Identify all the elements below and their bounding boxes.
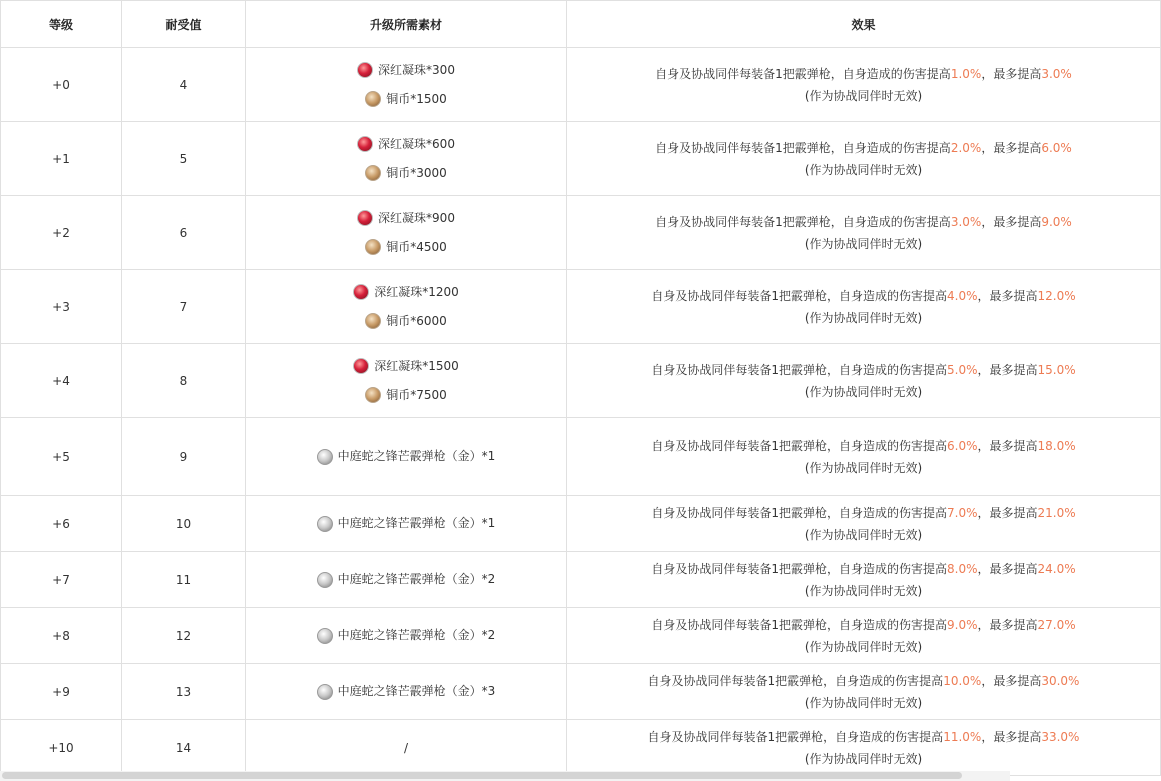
effect-max-value: 24.0%	[1037, 561, 1076, 576]
level-cell: +8	[1, 608, 122, 664]
effect-text	[567, 133, 1160, 185]
crimson-orb-icon	[353, 284, 369, 300]
effect-max-value: 12.0%	[1037, 288, 1076, 303]
effect-text	[567, 722, 1160, 774]
table-row	[1, 720, 1161, 776]
table-row	[1, 48, 1161, 122]
effect-note: (作为协战同伴时无效)	[804, 527, 923, 542]
effect-cell	[567, 552, 1161, 608]
material-label: 中庭蛇之锋芒霰弹枪（金）*1	[337, 449, 496, 463]
effect-text	[567, 281, 1160, 333]
material-label: 深红凝珠*600	[378, 136, 455, 151]
material-item	[246, 565, 566, 594]
level-cell: +0	[1, 48, 122, 122]
level-cell: +9	[1, 664, 122, 720]
table-row	[1, 664, 1161, 720]
effect-cell	[567, 122, 1161, 196]
copper-coin-icon	[365, 313, 381, 329]
effect-desc: 自身及协战同伴每装备1把霰弹枪，自身造成的伤害提高	[651, 617, 947, 632]
crimson-orb-icon	[357, 136, 373, 152]
materials-cell	[246, 418, 567, 496]
material-item	[246, 85, 566, 114]
scrollbar-thumb[interactable]	[2, 772, 962, 779]
material-item	[246, 352, 566, 381]
effect-desc: 自身及协战同伴每装备1把霰弹枪，自身造成的伤害提高	[655, 140, 951, 155]
horizontal-scrollbar[interactable]	[0, 771, 1010, 781]
effect-max-label: ，最多提高	[981, 140, 1042, 155]
crimson-orb-icon	[357, 62, 373, 78]
table-row	[1, 608, 1161, 664]
header-tolerance: 耐受值	[122, 1, 246, 48]
effect-percent: 7.0%	[947, 505, 978, 520]
material-label: 铜币*4500	[386, 239, 447, 254]
copper-coin-icon	[365, 239, 381, 255]
effect-max-label: ，最多提高	[981, 729, 1042, 744]
materials-cell	[246, 344, 567, 418]
material-item	[246, 381, 566, 410]
tolerance-cell: 6	[122, 196, 246, 270]
effect-max-label: ，最多提高	[981, 673, 1042, 688]
effect-max-label: ，最多提高	[977, 288, 1038, 303]
effect-percent: 8.0%	[947, 561, 978, 576]
shotgun-gold-icon	[317, 449, 333, 465]
effect-percent: 11.0%	[943, 729, 982, 744]
table-row	[1, 496, 1161, 552]
effect-cell	[567, 196, 1161, 270]
effect-max-value: 3.0%	[1041, 66, 1072, 81]
level-cell: +2	[1, 196, 122, 270]
materials-cell	[246, 608, 567, 664]
level-cell: +6	[1, 496, 122, 552]
shotgun-gold-icon	[317, 684, 333, 700]
copper-coin-icon	[365, 91, 381, 107]
effect-note: (作为协战同伴时无效)	[804, 162, 923, 177]
effect-percent: 5.0%	[947, 362, 978, 377]
effect-percent: 3.0%	[950, 214, 982, 229]
effect-desc: 自身及协战同伴每装备1把霰弹枪，自身造成的伤害提高	[651, 438, 947, 453]
material-label: 深红凝珠*1500	[374, 358, 459, 373]
effect-text	[567, 207, 1160, 259]
copper-coin-icon	[365, 387, 381, 403]
tolerance-cell: 9	[122, 418, 246, 496]
effect-note: (作为协战同伴时无效)	[804, 639, 923, 654]
effect-percent: 6.0%	[947, 438, 978, 453]
effect-cell	[567, 418, 1161, 496]
table-row	[1, 270, 1161, 344]
effect-max-label: ，最多提高	[977, 438, 1038, 453]
effect-cell	[567, 664, 1161, 720]
effect-desc: 自身及协战同伴每装备1把霰弹枪，自身造成的伤害提高	[655, 66, 951, 81]
effect-desc: 自身及协战同伴每装备1把霰弹枪，自身造成的伤害提高	[651, 561, 947, 576]
tolerance-cell: 12	[122, 608, 246, 664]
materials-cell	[246, 552, 567, 608]
table-row	[1, 122, 1161, 196]
material-item	[246, 442, 566, 471]
material-label: 中庭蛇之锋芒霰弹枪（金）*2	[337, 572, 496, 586]
effect-max-value: 6.0%	[1041, 140, 1072, 155]
level-cell: +1	[1, 122, 122, 196]
effect-note: (作为协战同伴时无效)	[804, 88, 923, 103]
tolerance-cell: 5	[122, 122, 246, 196]
material-item	[246, 159, 566, 188]
materials-cell	[246, 720, 567, 776]
effect-cell	[567, 608, 1161, 664]
effect-percent: 4.0%	[947, 288, 978, 303]
header-effect: 效果	[567, 1, 1161, 48]
effect-note: (作为协战同伴时无效)	[804, 236, 923, 251]
material-item	[246, 677, 566, 706]
table-row	[1, 196, 1161, 270]
tolerance-cell: 14	[122, 720, 246, 776]
materials-cell	[246, 48, 567, 122]
material-label: 中庭蛇之锋芒霰弹枪（金）*1	[337, 516, 496, 530]
material-label: 铜币*1500	[386, 91, 447, 106]
table-header-row	[1, 1, 1161, 48]
table-row	[1, 418, 1161, 496]
level-cell: +3	[1, 270, 122, 344]
effect-max-value: 33.0%	[1041, 729, 1080, 744]
materials-cell	[246, 270, 567, 344]
effect-desc: 自身及协战同伴每装备1把霰弹枪，自身造成的伤害提高	[647, 673, 944, 688]
shotgun-gold-icon	[317, 572, 333, 588]
material-item	[246, 278, 566, 307]
effect-text	[567, 610, 1160, 662]
materials-cell	[246, 196, 567, 270]
effect-max-label: ，最多提高	[977, 505, 1038, 520]
effect-max-value: 21.0%	[1037, 505, 1076, 520]
effect-max-value: 30.0%	[1041, 673, 1080, 688]
materials-cell	[246, 664, 567, 720]
effect-text	[567, 355, 1160, 407]
table-row	[1, 344, 1161, 418]
tolerance-cell: 4	[122, 48, 246, 122]
header-level: 等级	[1, 1, 122, 48]
effect-max-value: 15.0%	[1037, 362, 1076, 377]
table-row	[1, 552, 1161, 608]
material-item	[246, 509, 566, 538]
level-cell: +7	[1, 552, 122, 608]
material-label: 中庭蛇之锋芒霰弹枪（金）*3	[337, 684, 496, 698]
effect-percent: 1.0%	[950, 66, 982, 81]
material-item	[246, 233, 566, 262]
effect-max-label: ，最多提高	[981, 66, 1042, 81]
effect-desc: 自身及协战同伴每装备1把霰弹枪，自身造成的伤害提高	[651, 288, 947, 303]
material-label: 深红凝珠*1200	[374, 284, 459, 299]
effect-max-value: 27.0%	[1037, 617, 1076, 632]
materials-cell	[246, 496, 567, 552]
shotgun-gold-icon	[317, 628, 333, 644]
effect-max-label: ，最多提高	[977, 561, 1038, 576]
crimson-orb-icon	[353, 358, 369, 374]
tolerance-cell: 11	[122, 552, 246, 608]
effect-note: (作为协战同伴时无效)	[804, 310, 923, 325]
material-label: 深红凝珠*300	[378, 62, 455, 77]
effect-desc: 自身及协战同伴每装备1把霰弹枪，自身造成的伤害提高	[651, 362, 947, 377]
effect-note: (作为协战同伴时无效)	[804, 460, 923, 475]
effect-cell	[567, 720, 1161, 776]
material-label: 深红凝珠*900	[378, 210, 455, 225]
header-materials: 升级所需素材	[246, 1, 567, 48]
materials-cell	[246, 122, 567, 196]
tolerance-cell: 8	[122, 344, 246, 418]
material-item	[246, 307, 566, 336]
level-cell: +5	[1, 418, 122, 496]
effect-max-label: ，最多提高	[981, 214, 1042, 229]
effect-text	[567, 666, 1160, 718]
effect-percent: 9.0%	[947, 617, 978, 632]
tolerance-cell: 7	[122, 270, 246, 344]
tolerance-cell: 10	[122, 496, 246, 552]
shotgun-gold-icon	[317, 516, 333, 532]
effect-max-value: 18.0%	[1037, 438, 1076, 453]
material-label: 铜币*6000	[386, 313, 447, 328]
effect-desc: 自身及协战同伴每装备1把霰弹枪，自身造成的伤害提高	[647, 729, 944, 744]
effect-note: (作为协战同伴时无效)	[804, 751, 923, 766]
effect-text	[567, 431, 1160, 483]
material-label: 铜币*3000	[386, 165, 447, 180]
effect-max-label: ，最多提高	[977, 617, 1038, 632]
material-none: /	[403, 740, 409, 755]
tolerance-cell: 13	[122, 664, 246, 720]
effect-note: (作为协战同伴时无效)	[804, 695, 923, 710]
effect-text	[567, 554, 1160, 606]
effect-text	[567, 498, 1160, 550]
effect-cell	[567, 270, 1161, 344]
material-label: 中庭蛇之锋芒霰弹枪（金）*2	[337, 628, 496, 642]
effect-desc: 自身及协战同伴每装备1把霰弹枪，自身造成的伤害提高	[651, 505, 947, 520]
level-cell: +4	[1, 344, 122, 418]
effect-cell	[567, 48, 1161, 122]
material-item	[246, 56, 566, 85]
material-item	[246, 204, 566, 233]
effect-desc: 自身及协战同伴每装备1把霰弹枪，自身造成的伤害提高	[655, 214, 951, 229]
level-cell: +10	[1, 720, 122, 776]
material-item	[246, 621, 566, 650]
effect-max-label: ，最多提高	[977, 362, 1038, 377]
crimson-orb-icon	[357, 210, 373, 226]
effect-note: (作为协战同伴时无效)	[804, 384, 923, 399]
effect-percent: 10.0%	[943, 673, 982, 688]
effect-note: (作为协战同伴时无效)	[804, 583, 923, 598]
effect-max-value: 9.0%	[1041, 214, 1072, 229]
effect-text	[567, 59, 1160, 111]
effect-cell	[567, 496, 1161, 552]
effect-percent: 2.0%	[950, 140, 982, 155]
copper-coin-icon	[365, 165, 381, 181]
effect-cell	[567, 344, 1161, 418]
material-item	[246, 130, 566, 159]
material-label: 铜币*7500	[386, 387, 447, 402]
